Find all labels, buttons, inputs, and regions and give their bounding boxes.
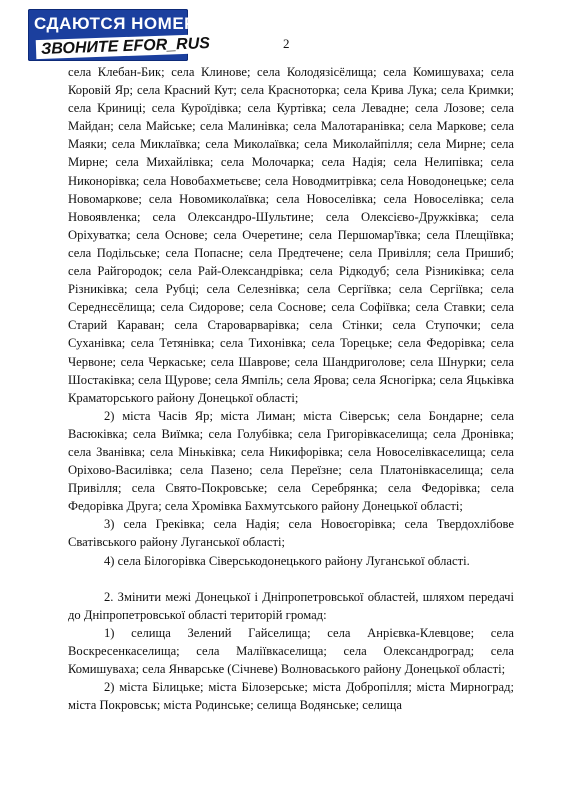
page-number: 2 xyxy=(283,36,290,51)
paragraph-section-2-item-2: 2) міста Білицьке; міста Білозерське; міста Добропілля; міста Мирноград; міста Покровськ; міста Родинське; селища Водянське; селища xyxy=(68,680,514,713)
document-body xyxy=(68,63,514,714)
paragraph-settlement-list: села Клебан-Бик; села Клинове; села Колодязісёлища; села Комишуваха; села Коровій Яр; села Красний Кут; села Красноторка; села Крива Лука; села Кримки; села Криниці; села Куроїдівка; села Куртівка; села Левадне; села Лозове; села Майдан; села Майське; села Малинівка; села Малотаранівка; села Маркове; села Маяки; села Миклаївка; села Миколаївка; села Миколайпілля; села Мирне; села Мирне; села Михайлівка; села Молочарка; села Надія; села Нелипівка; села Никонорівка; села Новобахметьєве; села Новодмитрівка; села Новодонецьке; села Новомаркове; села Новомиколаївка; села Новоселівка; села Новоселівка; села Новоявленка; села Олександро-Шультине; села Олексієво-Дружківка; села Оріхуватка; села Оснoве; села Очеретине; села Першомар'ївка; села Плещіївка; села Подільське; села Попасне; села Предтечене; села Привілля; села Пришиб; села Райгородок; села Рай-Олександрівка; села Рідкодуб; села Різниківка; села Різниківка; села Рубці; села Селезнівка; села Сергіївка; села Сергіївка; села Середнєсёлища; села Сидорове; села Соснове; села Софіївка; села Ставки; села Старий Караван; села Староварварівка; села Стінки; села Ступочки; села Суханівка; села Тетянівка; села Тихонівка; села Торецьке; села Федорівка; села Червоне; села Черкаське; села Шаврове; села Шандриголове; села Шнурки; села Шостаківка; села Щурове; села Ямпіль; села Ярова; села Ясногірка; села Яцьківка Краматорського району Донецької області; xyxy=(68,65,514,405)
paragraph-item-4: 4) села Білогорівка Сіверськодонецького району Луганської області. xyxy=(104,553,470,568)
paragraph-section-2-item-1: 1) селища Зелений Гайселища; села Анрієвка-Клевцове; села Воскресенкаселища; села Маліївкаселища; села Олександроград; села Комишуваха; села Январське (Січневе) Волноваського району Донецької області; xyxy=(68,625,514,676)
watermark-top-text: СДАЮТСЯ НОМЕРА xyxy=(34,14,208,33)
paragraph-item-2: 2) міста Часів Яр; міста Лиман; міста Сіверськ; села Бондарне; села Васюківка; села Виїмка; села Голубівка; села Григорівкаселища; села Дронівка; села Званівка; села Міньківка; села Никифорівка; села Новоселівкаселища; села Оріхово-Василівка; села Пазено; села Переїзне; села Платонівкаселища; села Привілля; села Свято-Покровське; села Серебрянка; села Федорівка; села Федорівка Друга; села Хромівка Бахмутського району Донецької області; xyxy=(68,408,514,514)
watermark-bottom-text: ЗВОНИТЕ EFOR_RUS xyxy=(36,34,216,59)
paragraph-item-3: 3) села Греківка; села Надія; села Новоєгорівка; села Твердохлібове Сватівського району Луганської області; xyxy=(68,517,514,550)
paragraph-section-2: 2. Змінити межі Донецької і Дніпропетровської областей, шляхом передачі до Дніпропетровської області територій громад: xyxy=(68,589,514,622)
watermark-badge xyxy=(28,9,211,61)
